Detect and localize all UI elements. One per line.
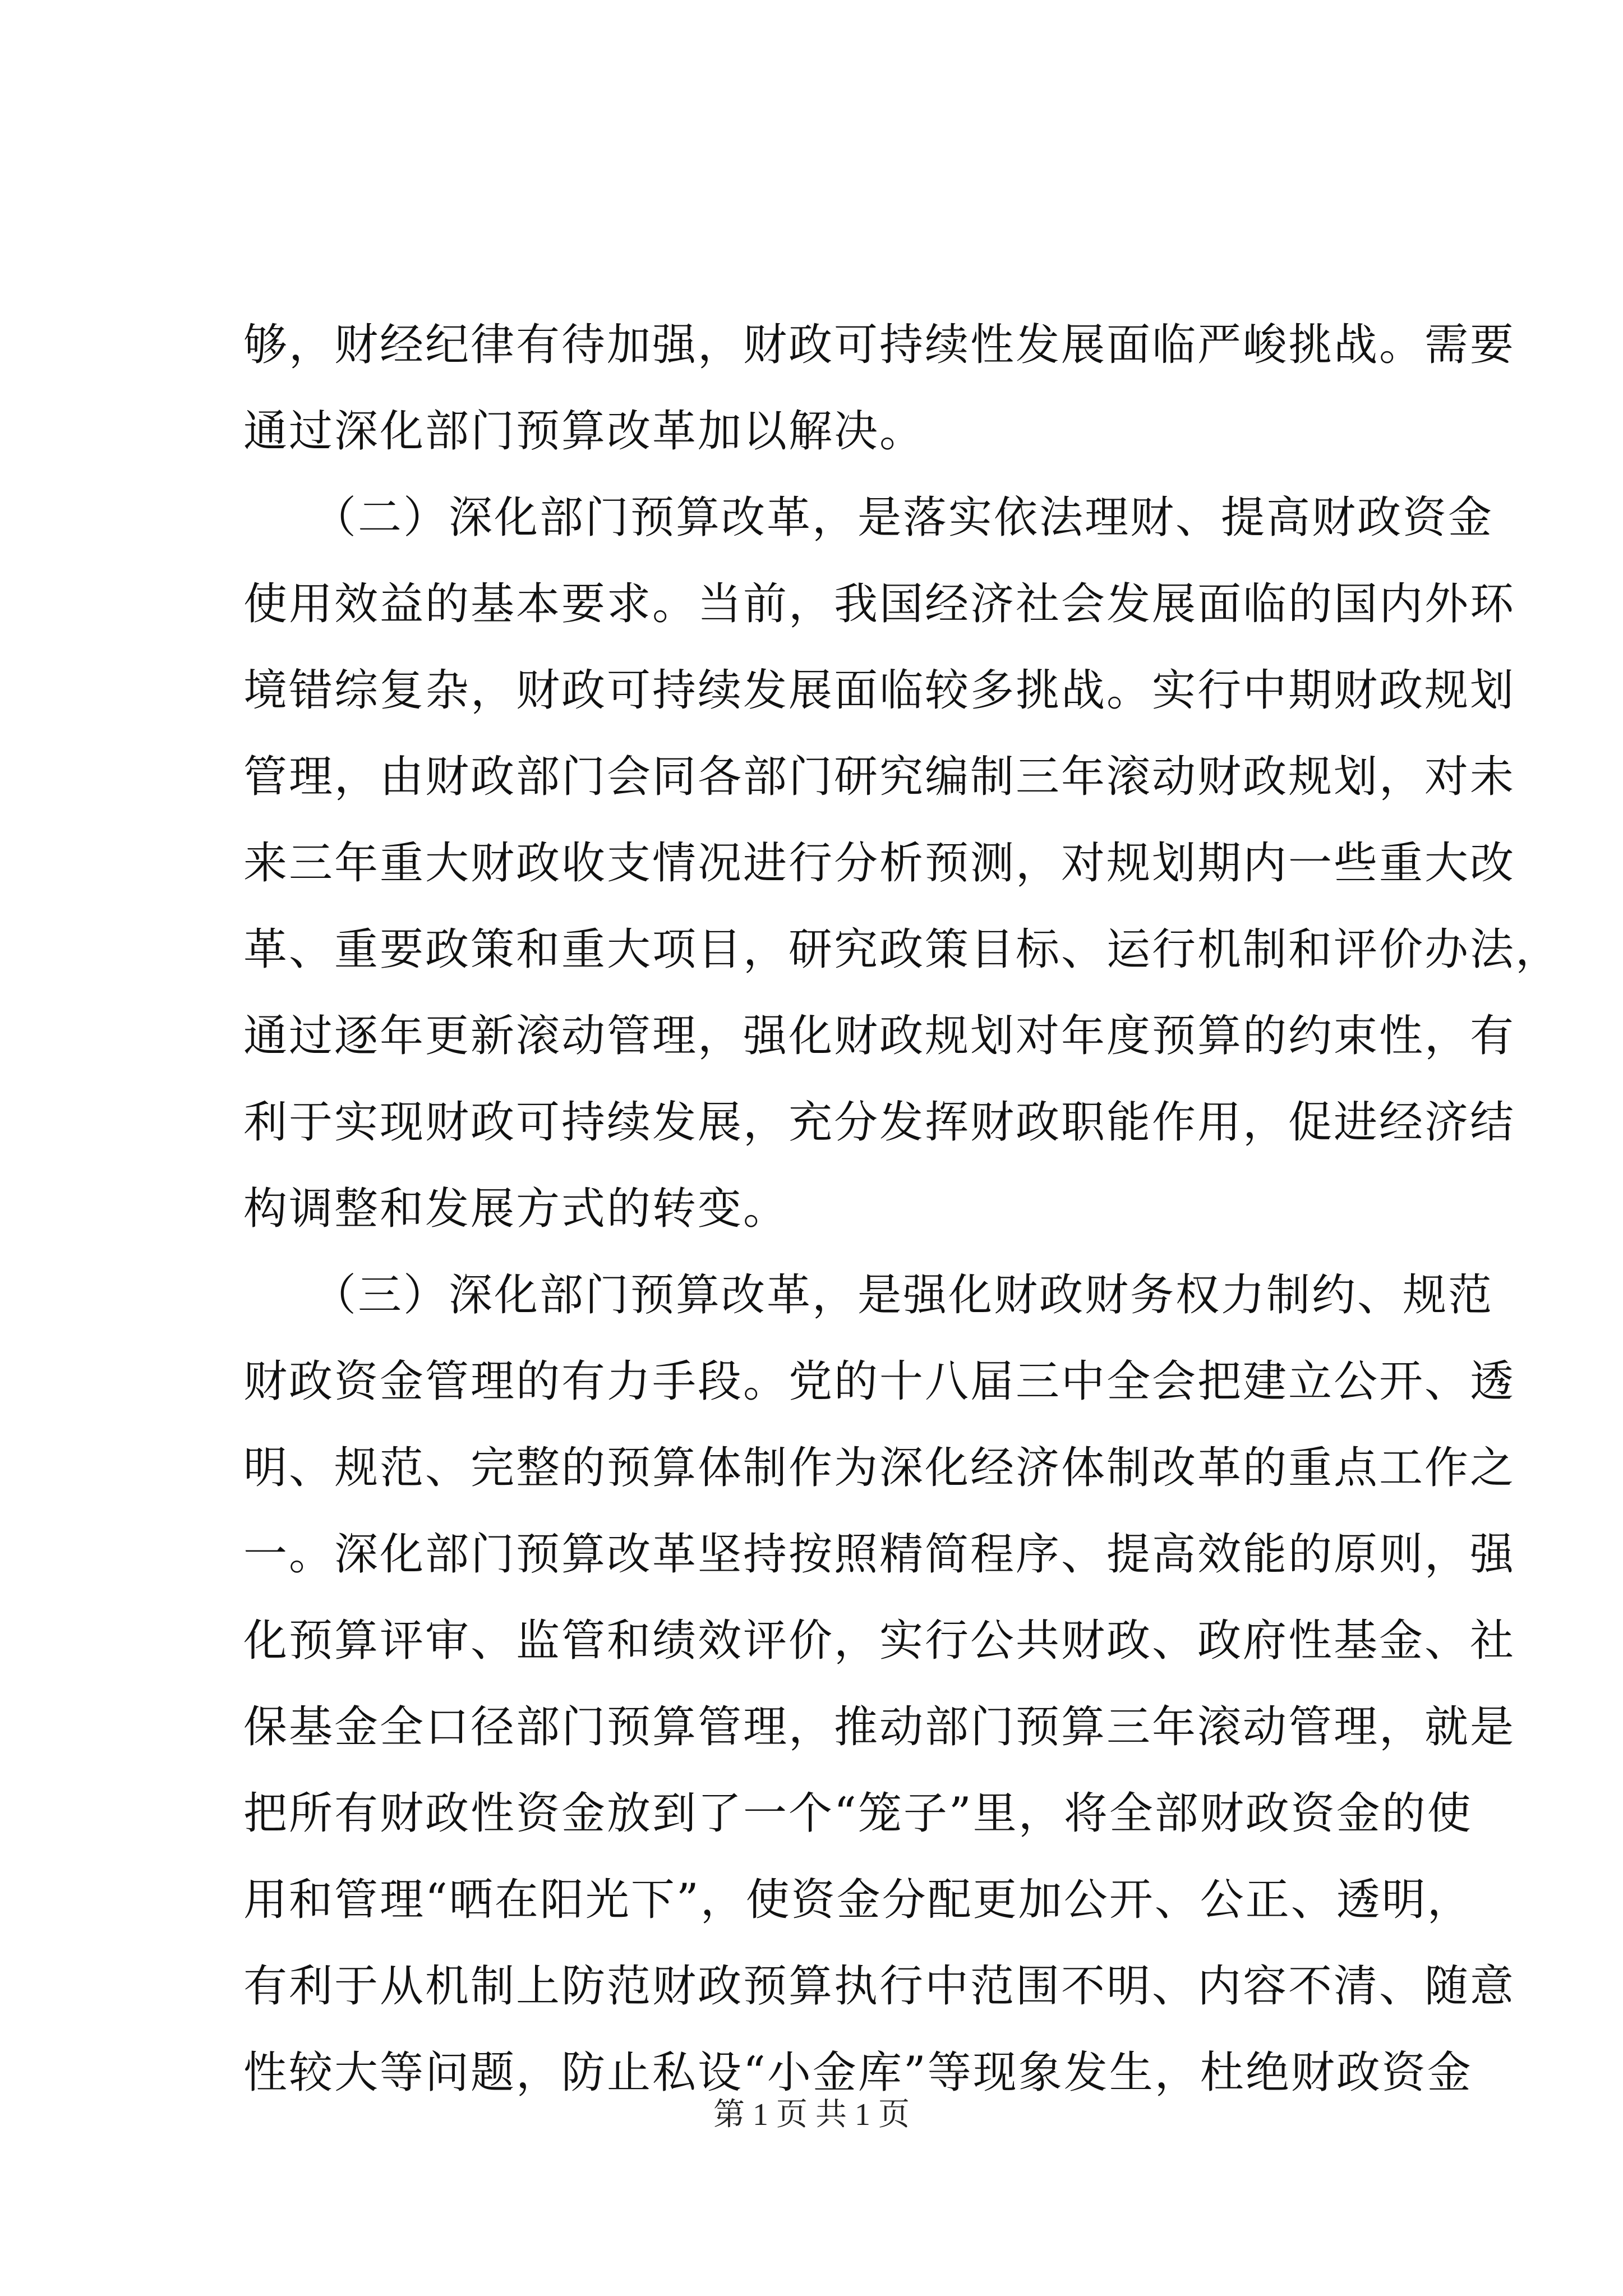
document-body (243, 302, 1561, 2116)
paragraph-line: 来三年重大财政收支情况进行分析预测，对规划期内一些重大改 (243, 838, 1516, 889)
paragraph-line: 化预算评审、监管和绩效评价，实行公共财政、政府性基金、社 (243, 1616, 1516, 1666)
paragraph-line: 一。深化部门预算改革坚持按照精简程序、提高效能的原则，强 (243, 1529, 1516, 1580)
paragraph-line: 有利于从机制上防范财政预算执行中范围不明、内容不清、随意 (243, 1961, 1516, 2012)
paragraph-line: 明、规范、完整的预算体制作为深化经济体制改革的重点工作之 (243, 1443, 1516, 1493)
paragraph-line: 通过深化部门预算改革加以解决。 (243, 406, 925, 457)
paragraph-line: 革、重要政策和重大项目，研究政策目标、运行机制和评价办法， (243, 924, 1561, 975)
paragraph-line: 利于实现财政可持续发展，充分发挥财政职能作用，促进经济结 (243, 1097, 1516, 1148)
paragraph-line: 使用效益的基本要求。当前，我国经济社会发展面临的国内外环 (243, 579, 1516, 629)
paragraph-line: 够，财经纪律有待加强，财政可持续性发展面临严峻挑战。需要 (243, 320, 1516, 370)
paragraph-line: 境错综复杂，财政可持续发展面临较多挑战。实行中期财政规划 (243, 665, 1516, 716)
paragraph-line: 管理，由财政部门会同各部门研究编制三年滚动财政规划，对未 (243, 752, 1516, 802)
paragraph-line: 保基金全口径部门预算管理，推动部门预算三年滚动管理，就是 (243, 1702, 1516, 1752)
paragraph-line: 用和管理“晒在阳光下”，使资金分配更加公开、公正、透明， (243, 1875, 1473, 1925)
paragraph-line: 性较大等问题，防止私设“小金库”等现象发生，杜绝财政资金 (243, 2047, 1473, 2098)
paragraph-line: 财政资金管理的有力手段。党的十八届三中全会把建立公开、透 (243, 1356, 1516, 1407)
paragraph-line: 构调整和发展方式的转变。 (243, 1184, 789, 1234)
paragraph-line: 通过逐年更新滚动管理，强化财政规划对年度预算的约束性，有 (243, 1011, 1516, 1061)
page-footer: 第 1 页 共 1 页 (713, 2097, 910, 2132)
paragraph-line: 把所有财政性资金放到了一个“笼子”里，将全部财政资金的使 (243, 1788, 1473, 1839)
paragraph-line: （二）深化部门预算改革，是落实依法理财、提高财政资金 (243, 493, 1494, 543)
paragraph-line: （三）深化部门预算改革，是强化财政财务权力制约、规范 (243, 1270, 1494, 1320)
